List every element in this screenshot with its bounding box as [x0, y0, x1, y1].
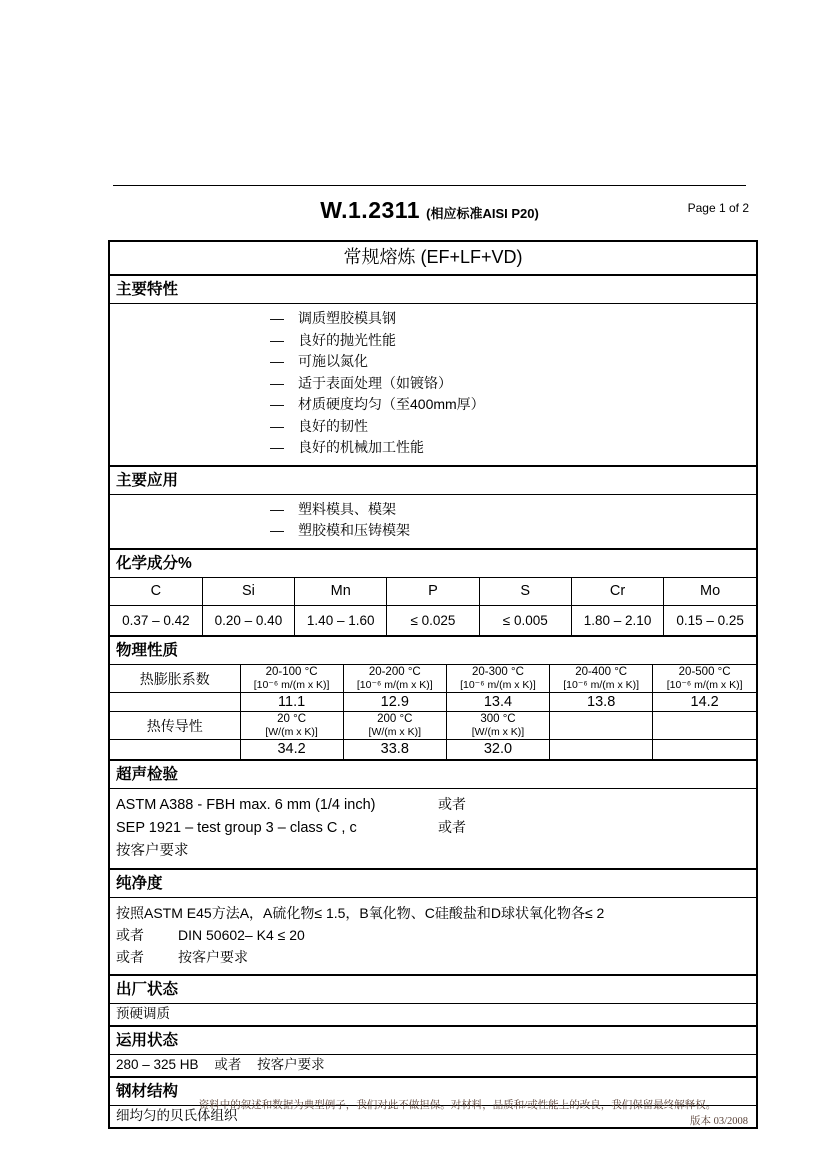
datasheet-table: [108, 240, 758, 1129]
feature-text: 适于表面处理（如镀铬）: [298, 374, 452, 391]
purity-content: [110, 897, 756, 974]
conductivity-col-header: [343, 712, 446, 740]
chem-col-header: S: [479, 577, 571, 605]
chem-col-header: Mn: [295, 577, 387, 605]
list-item: [270, 416, 750, 438]
unit-label: [10⁻⁶ m/(m x K)]: [356, 679, 433, 691]
unit-label: [W/(m x K)]: [368, 726, 422, 738]
chem-col-header: C: [110, 577, 202, 605]
list-item: [270, 437, 750, 459]
spec-text: ASTM A388 - FBH max. 6 mm (1/4 inch): [116, 796, 376, 813]
or-label: 或者: [438, 818, 466, 835]
expansion-col-header: [343, 665, 446, 693]
page-indicator: Page 1 of 2: [687, 201, 749, 215]
table-row: [110, 665, 756, 693]
section-header-usage: 运用状态: [110, 1025, 756, 1054]
expansion-value: 12.9: [343, 693, 446, 712]
expansion-col-header: [653, 665, 756, 693]
list-item: [270, 330, 750, 352]
chem-col-header: Mo: [664, 577, 756, 605]
chem-value: 1.40 – 1.60: [295, 605, 387, 635]
empty-cell: [653, 740, 756, 759]
property-label: 热传导性: [110, 712, 240, 740]
bullet-dash: —: [270, 396, 284, 412]
list-item: [270, 351, 750, 373]
delivery-content: 预硬调质: [110, 1003, 756, 1025]
feature-text: 可施以氮化: [298, 353, 368, 369]
footer-version: 版本 03/2008: [689, 1116, 748, 1127]
section-header-ultrasonic: 超声检验: [110, 759, 756, 788]
structure-content: 细均匀的贝氏体组织: [110, 1105, 756, 1127]
hardness-range: 280 – 325 HB: [116, 1056, 199, 1072]
spec-text: DIN 50602– K4 ≤ 20: [178, 926, 305, 943]
table-row: [110, 712, 756, 740]
chem-value: 0.15 – 0.25: [664, 605, 756, 635]
purity-line: [116, 946, 750, 968]
chem-col-header: P: [387, 577, 479, 605]
table-row: [110, 693, 756, 712]
temp-range: 20 °C: [277, 713, 307, 725]
chem-col-header: Si: [202, 577, 294, 605]
ultrasonic-line: [116, 816, 750, 839]
conductivity-col-header: [446, 712, 549, 740]
feature-text: 调质塑胶模具钢: [298, 310, 396, 326]
physical-properties-table: [110, 664, 756, 759]
list-item: [270, 373, 750, 395]
feature-text: 良好的韧性: [298, 417, 368, 434]
empty-cell: [550, 740, 653, 759]
bullet-dash: —: [270, 500, 284, 517]
temp-range: 20-300 °C: [472, 666, 524, 678]
expansion-col-header: [550, 665, 653, 693]
page-title: W.1.2311: [320, 197, 421, 223]
list-item: [270, 520, 750, 542]
unit-label: [10⁻⁶ m/(m x K)]: [563, 679, 640, 691]
conductivity-value: 33.8: [343, 740, 446, 759]
document-title-block: [113, 197, 746, 224]
or-label: 或者: [116, 948, 144, 965]
temp-range: 20-200 °C: [368, 666, 421, 678]
list-item: [270, 394, 750, 416]
list-item: [270, 499, 750, 521]
expansion-value: 14.2: [653, 693, 756, 712]
section-header-physical: 物理性质: [110, 635, 756, 664]
ultrasonic-content: [110, 788, 756, 868]
table-row: [110, 740, 756, 759]
feature-text: 良好的抛光性能: [298, 331, 396, 348]
or-label: 或者: [116, 926, 144, 943]
features-list: [110, 303, 756, 465]
header-rule: [113, 185, 746, 186]
unit-label: [W/(m x K)]: [471, 726, 525, 738]
bullet-dash: —: [270, 439, 284, 455]
chem-value: 0.20 – 0.40: [202, 605, 294, 635]
purity-line: [116, 924, 750, 946]
chem-value: ≤ 0.005: [479, 605, 571, 635]
bullet-dash: —: [270, 374, 284, 391]
empty-cell: [550, 712, 653, 740]
empty-cell: [110, 740, 240, 759]
bullet-dash: —: [270, 310, 284, 326]
section-header-features: 主要特性: [110, 274, 756, 303]
temp-range: 300 °C: [480, 713, 516, 725]
melting-route-row: 常规熔炼 (EF+LF+VD): [343, 247, 523, 267]
temp-range: 200 °C: [377, 713, 413, 725]
temp-range: 20-500 °C: [678, 666, 731, 678]
chem-value: ≤ 0.025: [387, 605, 479, 635]
table-row: [110, 605, 756, 635]
chem-value: 1.80 – 2.10: [571, 605, 663, 635]
spec-text: SEP 1921 – test group 3 – class C , c: [116, 819, 357, 836]
spec-text: 按照ASTM E45方法A，A硫化物≤ 1.5，B氧化物、C硅酸盐和D球状氧化物各≤ 2: [116, 904, 605, 921]
chem-value: 0.37 – 0.42: [110, 605, 202, 635]
section-header-chemistry: 化学成分%: [110, 548, 756, 577]
section-header-purity: 纯净度: [110, 868, 756, 897]
bullet-dash: —: [270, 417, 284, 434]
feature-text: 良好的机械加工性能: [298, 439, 424, 455]
conductivity-value: 34.2: [240, 740, 343, 759]
feature-text: 材质硬度均匀（至400mm厚）: [298, 396, 485, 412]
unit-label: [10⁻⁶ m/(m x K)]: [666, 679, 743, 691]
conductivity-value: 32.0: [446, 740, 549, 759]
section-header-delivery: 出厂状态: [110, 974, 756, 1003]
chemical-composition-table: [110, 577, 756, 636]
temp-range: 20-100 °C: [265, 666, 318, 678]
custom-requirement: 按客户要求: [257, 1056, 325, 1072]
page-title-suffix: (相应标准AISI P20): [426, 206, 539, 221]
ultrasonic-line: [116, 793, 750, 816]
purity-line: [116, 902, 750, 924]
section-header-applications: 主要应用: [110, 465, 756, 494]
bullet-dash: —: [270, 353, 284, 369]
empty-cell: [653, 712, 756, 740]
expansion-value: 11.1: [240, 693, 343, 712]
section-header-structure: 钢材结构: [110, 1076, 756, 1105]
usage-content: [110, 1054, 756, 1076]
bullet-dash: —: [270, 522, 284, 538]
application-text: 塑料模具、模架: [298, 500, 396, 517]
or-label: 或者: [438, 795, 466, 812]
conductivity-col-header: [240, 712, 343, 740]
unit-label: [10⁻⁶ m/(m x K)]: [460, 679, 536, 691]
spec-text: 按客户要求: [178, 948, 248, 965]
or-label: 或者: [214, 1056, 242, 1072]
list-item: [270, 308, 750, 330]
footer-disclaimer: 资料中的叙述和数据为典型例子，我们对此不做担保。对材料，品质和/或性能上的改良，我们保留最终解释权。: [198, 1100, 717, 1111]
bullet-dash: —: [270, 331, 284, 348]
unit-label: [W/(m x K)]: [265, 726, 318, 738]
unit-label: [10⁻⁶ m/(m x K)]: [253, 679, 330, 691]
ultrasonic-line: [116, 839, 750, 862]
expansion-col-header: [446, 665, 549, 693]
applications-list: [110, 494, 756, 548]
expansion-value: 13.4: [446, 693, 549, 712]
empty-cell: [110, 693, 240, 712]
temp-range: 20-400 °C: [575, 666, 628, 678]
property-label: 热膨胀系数: [110, 665, 240, 693]
application-text: 塑胶模和压铸模架: [298, 522, 410, 538]
expansion-col-header: [240, 665, 343, 693]
expansion-value: 13.8: [550, 693, 653, 712]
table-row: [110, 577, 756, 605]
chem-col-header: Cr: [571, 577, 663, 605]
spec-text: 按客户要求: [116, 842, 189, 859]
